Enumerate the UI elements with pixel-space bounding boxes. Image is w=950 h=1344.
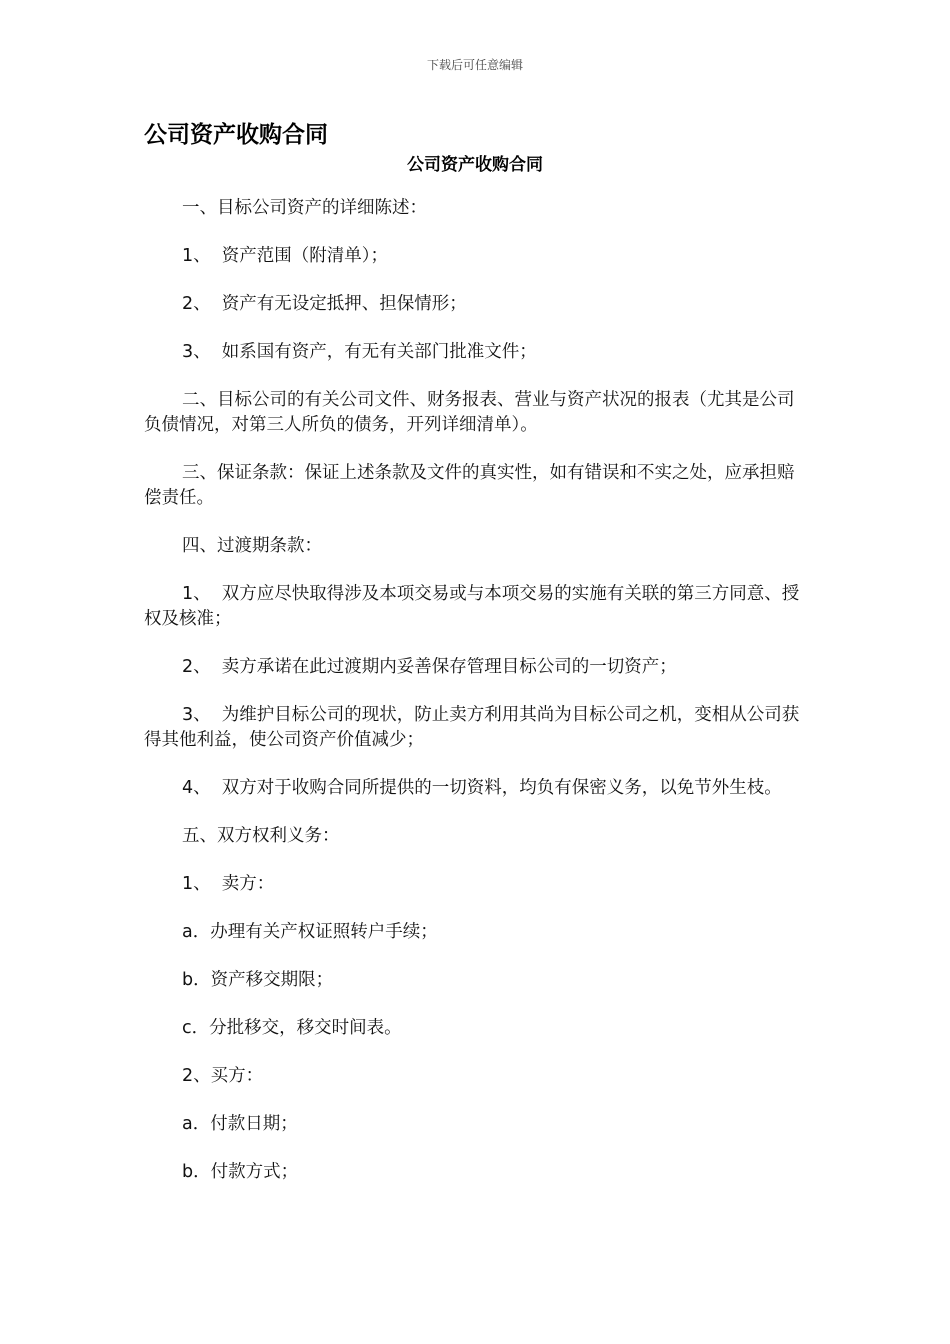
- paragraph-section-5: 五、双方权利义务：: [182, 826, 340, 846]
- document-title: 公司资产收购合同: [144, 122, 328, 148]
- paragraph-section-3: 三、保证条款：保证上述条款及文件的真实性，如有错误和不实之处，应承担赔偿责任。: [144, 463, 795, 508]
- paragraph-item: 3、 如系国有资产，有无有关部门批准文件；: [182, 342, 537, 362]
- paragraph-subitem: b．资产移交期限；: [182, 970, 334, 990]
- paragraph-item: 2、 卖方承诺在此过渡期内妥善保存管理目标公司的一切资产；: [182, 657, 677, 677]
- paragraph-subitem: b．付款方式；: [182, 1162, 299, 1182]
- header-note: 下载后可任意编辑: [426, 58, 523, 72]
- paragraph-item: 2、买方：: [182, 1066, 264, 1086]
- paragraph-section-1: 一、目标公司资产的详细陈述：: [182, 198, 427, 218]
- paragraph-item: 1、 卖方：: [182, 874, 275, 894]
- paragraph-item: 3、 为维护目标公司的现状，防止卖方利用其尚为目标公司之机，变相从公司获得其他利益，使公司资产价值减少；: [144, 705, 800, 750]
- document-body: [144, 196, 806, 1208]
- document-subtitle: 公司资产收购合同: [407, 155, 543, 175]
- paragraph-section-4: 四、过渡期条款：: [182, 536, 322, 556]
- paragraph-item: 1、 资产范围（附清单）；: [182, 246, 389, 266]
- paragraph-item: 4、 双方对于收购合同所提供的一切资料，均负有保密义务，以免节外生枝。: [182, 778, 782, 798]
- paragraph-item: 1、 双方应尽快取得涉及本项交易或与本项交易的实施有关联的第三方同意、授权及核准；: [144, 584, 800, 629]
- paragraph-item: 2、 资产有无设定抵押、担保情形；: [182, 294, 467, 314]
- paragraph-subitem: a．付款日期；: [182, 1114, 298, 1134]
- paragraph-section-2: 二、目标公司的有关公司文件、财务报表、营业与资产状况的报表（尤其是公司负债情况，对第三人所负的债务，开列详细清单）。: [144, 390, 795, 435]
- paragraph-subitem: c．分批移交，移交时间表。: [182, 1018, 402, 1038]
- paragraph-subitem: a．办理有关产权证照转户手续；: [182, 922, 438, 942]
